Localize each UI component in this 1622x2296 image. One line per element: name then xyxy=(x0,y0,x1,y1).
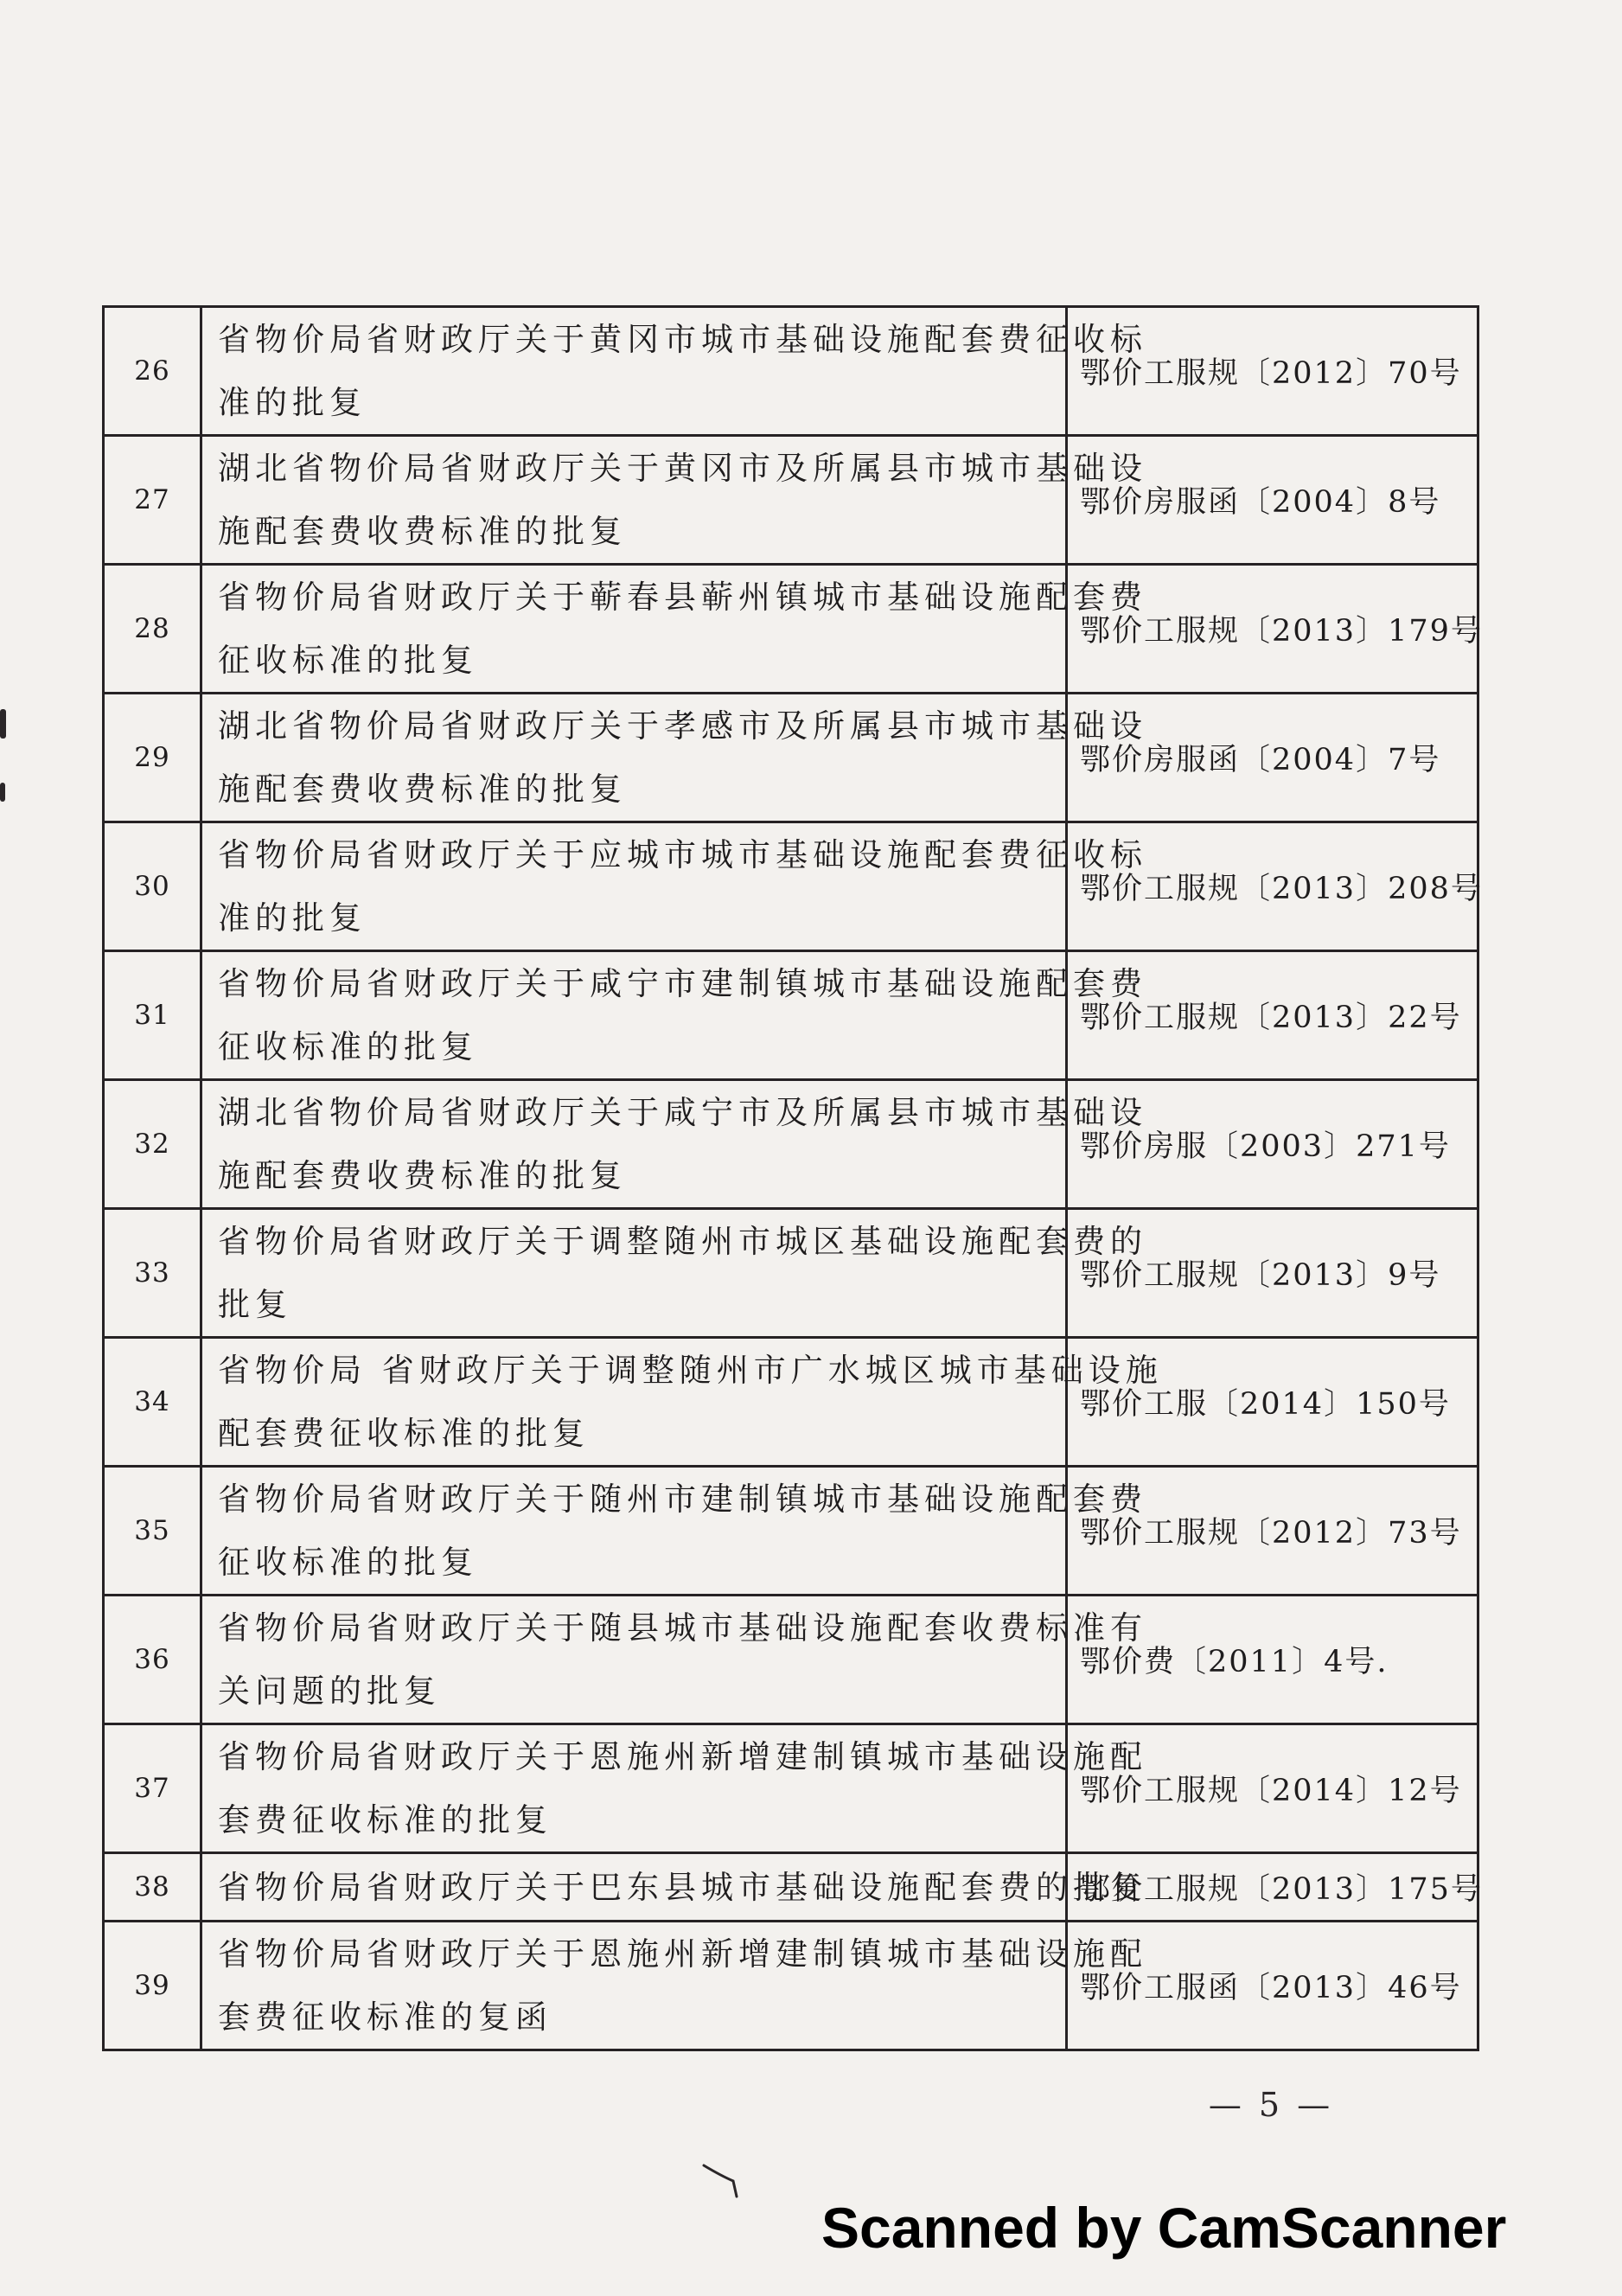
document-title xyxy=(201,1209,1147,1338)
title-line: 省物价局省财政厅关于应城市城市基础设施配套费征收标 xyxy=(218,836,1147,873)
document-reference: 鄂价工服规〔2013〕175号 xyxy=(1067,1853,1478,1922)
row-number: 36 xyxy=(104,1596,201,1724)
table-row xyxy=(104,822,1478,951)
title-line: 套费征收标准的复函 xyxy=(218,1999,552,2036)
row-number: 26 xyxy=(104,307,201,436)
binding-hole-mark xyxy=(0,709,6,739)
document-title xyxy=(201,436,1147,565)
document-reference: 鄂价房服〔2003〕271号 xyxy=(1067,1080,1478,1209)
title-line: 准的批复 xyxy=(218,384,367,421)
title-line: 关问题的批复 xyxy=(218,1672,441,1710)
document-title xyxy=(201,1922,1147,2050)
document-reference: 鄂价房服函〔2004〕7号 xyxy=(1067,694,1478,822)
title-line: 征收标准的批复 xyxy=(218,1544,478,1581)
row-number: 27 xyxy=(104,436,201,565)
document-reference: 鄂价工服规〔2012〕73号 xyxy=(1067,1467,1478,1596)
document-title xyxy=(201,822,1147,951)
document-title xyxy=(201,1853,1147,1922)
title-line: 省物价局省财政厅关于黄冈市城市基础设施配套费征收标 xyxy=(218,321,1147,358)
document-reference: 鄂价工服规〔2014〕12号 xyxy=(1067,1724,1478,1853)
row-number: 32 xyxy=(104,1080,201,1209)
document-reference: 鄂价工服规〔2012〕70号 xyxy=(1067,307,1478,436)
title-line: 湖北省物价局省财政厅关于咸宁市及所属县市城市基础设 xyxy=(218,1094,1147,1131)
title-line: 省物价局省财政厅关于蕲春县蕲州镇城市基础设施配套费 xyxy=(218,579,1147,616)
camscanner-watermark: Scanned by CamScanner xyxy=(821,2196,1507,2260)
title-line: 施配套费收费标准的批复 xyxy=(218,1157,627,1194)
table-row xyxy=(104,436,1478,565)
document-title xyxy=(201,1338,1163,1467)
title-line: 省物价局省财政厅关于随县城市基础设施配套收费标准有 xyxy=(218,1609,1147,1647)
document-title xyxy=(201,565,1147,694)
row-number: 29 xyxy=(104,694,201,822)
row-number: 31 xyxy=(104,951,201,1080)
table-row xyxy=(104,1853,1478,1922)
title-line: 省物价局省财政厅关于恩施州新增建制镇城市基础设施配 xyxy=(218,1738,1147,1775)
row-number: 35 xyxy=(104,1467,201,1596)
page-number: — 5 — xyxy=(1208,2086,1334,2124)
title-line: 省物价局省财政厅关于调整随州市城区基础设施配套费的 xyxy=(218,1223,1147,1260)
title-line: 准的批复 xyxy=(218,899,367,937)
title-line: 省物价局 省财政厅关于调整随州市广水城区城市基础设施 xyxy=(218,1352,1163,1389)
row-number: 34 xyxy=(104,1338,201,1467)
table-row xyxy=(104,951,1478,1080)
table-row xyxy=(104,565,1478,694)
document-title xyxy=(201,1596,1147,1724)
title-line: 征收标准的批复 xyxy=(218,642,478,679)
title-line: 省物价局省财政厅关于巴东县城市基础设施配套费的批复 xyxy=(218,1868,1147,1906)
document-title xyxy=(201,951,1147,1080)
table-row xyxy=(104,1724,1478,1853)
document-reference: 鄂价费〔2011〕4号. xyxy=(1067,1596,1478,1724)
document-title xyxy=(201,694,1147,822)
table-row xyxy=(104,1467,1478,1596)
title-line: 施配套费收费标准的批复 xyxy=(218,771,627,808)
binding-hole-mark xyxy=(0,783,5,802)
row-number: 38 xyxy=(104,1853,201,1922)
table-row xyxy=(104,1209,1478,1338)
row-number: 37 xyxy=(104,1724,201,1853)
title-line: 省物价局省财政厅关于咸宁市建制镇城市基础设施配套费 xyxy=(218,965,1147,1002)
document-reference: 鄂价工服规〔2013〕208号 xyxy=(1067,822,1478,951)
document-title xyxy=(201,1724,1147,1853)
table-row xyxy=(104,1596,1478,1724)
document-reference: 鄂价工服〔2014〕150号 xyxy=(1067,1338,1478,1467)
table-row xyxy=(104,307,1478,436)
title-line: 湖北省物价局省财政厅关于孝感市及所属县市城市基础设 xyxy=(218,707,1147,745)
document-reference: 鄂价工服函〔2013〕46号 xyxy=(1067,1922,1478,2050)
table-row xyxy=(104,694,1478,822)
document-reference: 鄂价工服规〔2013〕179号 xyxy=(1067,565,1478,694)
row-number: 30 xyxy=(104,822,201,951)
row-number: 28 xyxy=(104,565,201,694)
document-reference: 鄂价房服函〔2004〕8号 xyxy=(1067,436,1478,565)
title-line: 征收标准的批复 xyxy=(218,1028,478,1065)
document-title xyxy=(201,1080,1147,1209)
table-row xyxy=(104,1338,1478,1467)
table-row xyxy=(104,1922,1478,2050)
title-line: 批复 xyxy=(218,1286,292,1323)
document-title xyxy=(201,307,1147,436)
document-reference: 鄂价工服规〔2013〕9号 xyxy=(1067,1209,1478,1338)
table-row xyxy=(104,1080,1478,1209)
title-line: 湖北省物价局省财政厅关于黄冈市及所属县市城市基础设 xyxy=(218,450,1147,487)
title-line: 省物价局省财政厅关于恩施州新增建制镇城市基础设施配 xyxy=(218,1935,1147,1973)
title-line: 省物价局省财政厅关于随州市建制镇城市基础设施配套费 xyxy=(218,1481,1147,1518)
title-line: 施配套费收费标准的批复 xyxy=(218,513,627,550)
document-title xyxy=(201,1467,1147,1596)
pen-stroke-mark xyxy=(702,2162,754,2205)
document-reference: 鄂价工服规〔2013〕22号 xyxy=(1067,951,1478,1080)
title-line: 套费征收标准的批复 xyxy=(218,1801,552,1839)
row-number: 39 xyxy=(104,1922,201,2050)
title-line: 配套费征收标准的批复 xyxy=(218,1415,590,1452)
document-table xyxy=(102,305,1483,2051)
row-number: 33 xyxy=(104,1209,201,1338)
